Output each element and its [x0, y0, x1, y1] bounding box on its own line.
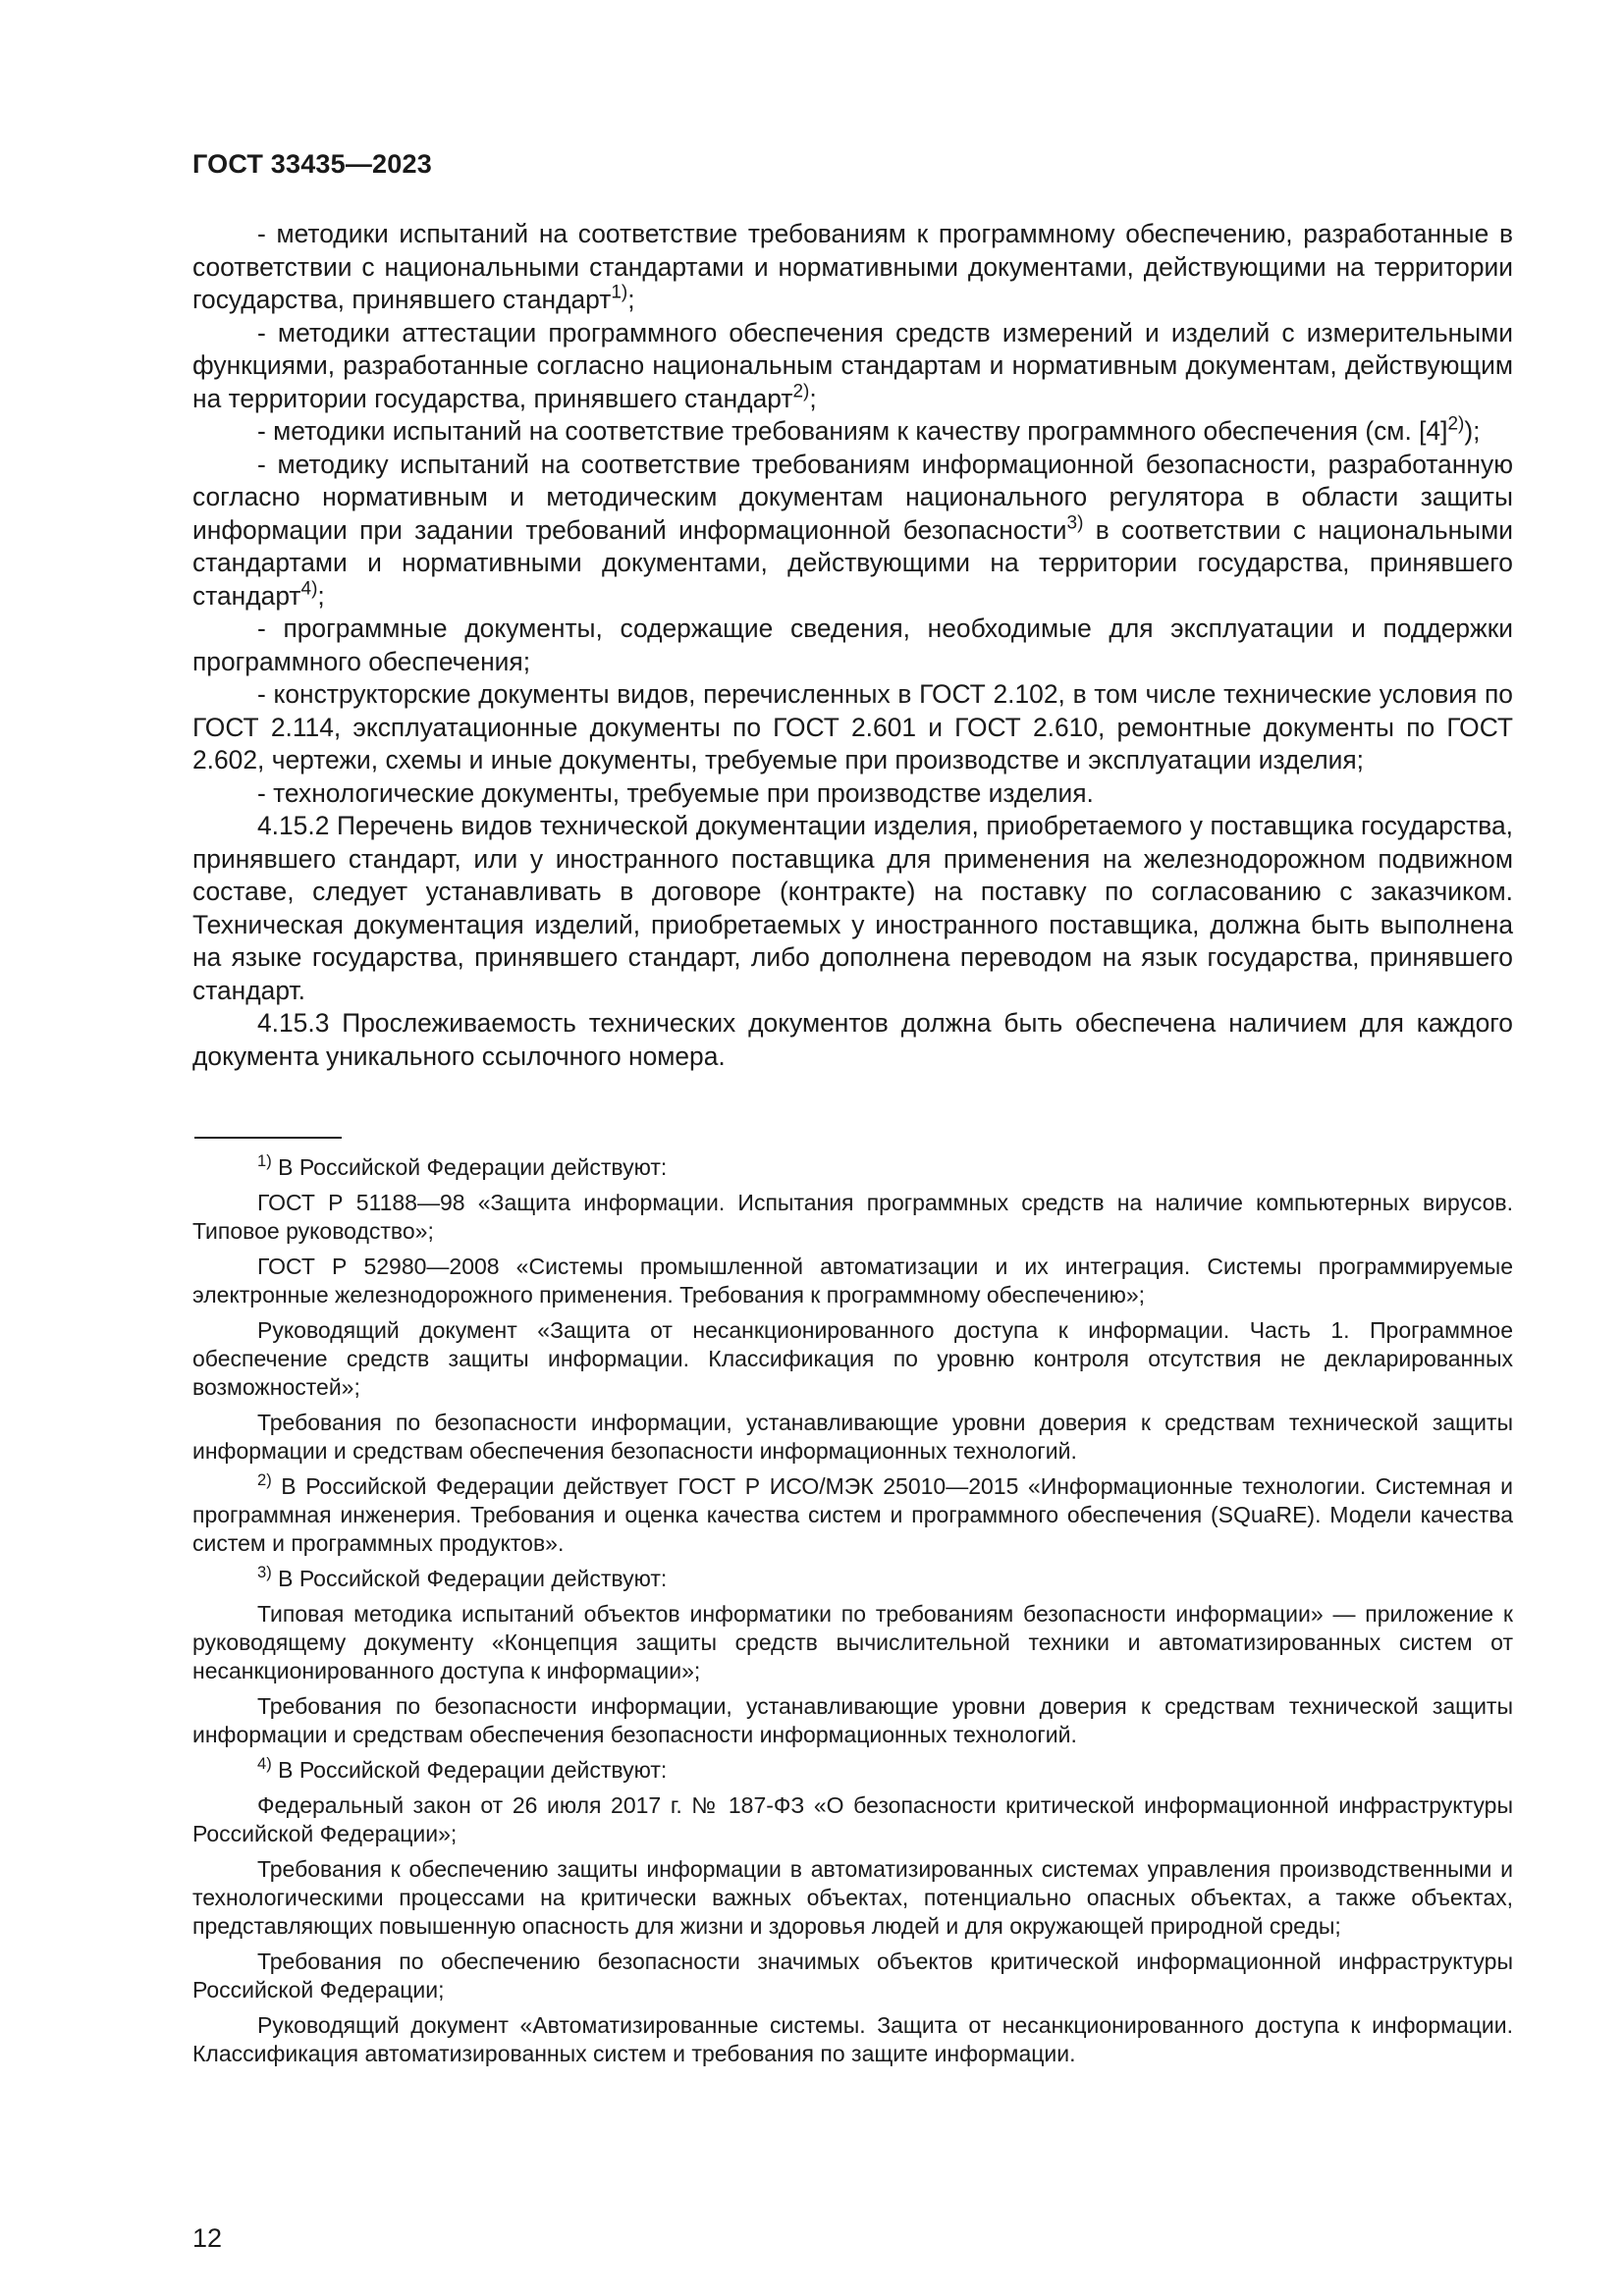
footnote-4-lead: $^{4)}$ В Российской Федерации действуют:	[257, 1753, 668, 1783]
paragraph-tail: );	[1464, 416, 1481, 446]
footnote-mark: 1)	[257, 1150, 272, 1170]
clause-4-15-2: 4.15.2 Перечень видов технической документации изделия, приобретаемого у поставщика государства, принявшего стандарт, или у иностранного поставщика для применения на железнодорожном подвижном составе, следует устанавливать в договоре (контракте) на поставку по согласованию с заказчиком. Техническая документация изделий, приобретаемых у иностранного поставщика, должна быть выполнена на языке государства, принявшего стандарт, либо дополнена переводом на язык государства, принявшего стандарт.	[192, 811, 1513, 1005]
footnote-ref: 4)	[300, 578, 318, 600]
paragraph-text: - методики испытаний на соответствие требованиям к качеству программного обеспечения (см. [4]	[257, 416, 1448, 446]
footnote-1-item: ГОСТ Р 52980—2008 «Системы промышленной автоматизации и их интеграция. Системы программируемые электронные железнодорожного применения. Требования к программному обеспечению»;	[192, 1254, 1513, 1308]
main-text	[192, 218, 1513, 1073]
footnote-mark: 2)	[257, 1469, 272, 1489]
list-item-program-documents: - программные документы, содержащие сведения, необходимые для эксплуатации и поддержки программного обеспечения;	[192, 614, 1513, 676]
footnote-ref: 1)	[611, 282, 628, 303]
footnote-mark: 3)	[257, 1562, 272, 1581]
paragraph-text: - методики испытаний на соответствие требованиям к программному обеспечению, разработанные в соответствии с национальными стандартами и нормативными документами, действующими на территории государства, принявшего стандарт	[192, 219, 1513, 314]
list-item-technological-documents: - технологические документы, требуемые при производстве изделия.	[257, 777, 1094, 808]
list-item-design-documents: - конструкторские документы видов, перечисленных в ГОСТ 2.102, в том числе технические условия по ГОСТ 2.114, эксплуатационные документы по ГОСТ 2.601 и ГОСТ 2.610, ремонтные документы по ГОСТ 2.602, чертежи, схемы и иные документы, требуемые при производстве и эксплуатации изделия;	[192, 679, 1513, 774]
footnote-4-item: Требования к обеспечению защиты информации в автоматизированных системах управления производственными и технологическими процессами на критически важных объектах, потенциально опасных объектах, а также объектах, представляющих повышенную опасность для жизни и здоровья людей и для окружающей природной среды;	[192, 1856, 1513, 1939]
footnote-3-lead: $^{3)}$ В Российской Федерации действуют:	[257, 1562, 668, 1591]
footnote-mark: 4)	[257, 1753, 272, 1773]
footnote-4-item: Требования по обеспечению безопасности значимых объектов критической информационной инфраструктуры Российской Федерации;	[192, 1949, 1513, 2002]
paragraph-text: в соответствии с национальными стандартами и нормативными документами, действующими на территории государства, принявшего стандарт	[192, 514, 1513, 611]
footnote-3-item: Типовая методика испытаний объектов информатики по требованиям безопасности информации» — приложение к руководящему документу «Концепция защиты средств вычислительной техники и автоматизированных систем от несанкционированного доступа к информации»;	[192, 1601, 1513, 1683]
clause-4-15-3: 4.15.3 Прослеживаемость технических документов должна быть обеспечена наличием для каждого документа уникального ссылочного номера.	[192, 1008, 1513, 1071]
footnote-separator	[194, 1137, 342, 1139]
footnote-ref: 2)	[792, 381, 810, 402]
footnote-1-item: Руководящий документ «Защита от несанкционированного доступа к информации. Часть 1. Программное обеспечение средств защиты информации. Классификация по уровню контроля отсутствия не декларированных возможностей»;	[192, 1317, 1513, 1400]
footnote-2: $^{2)}$ В Российской Федерации действует ГОСТ Р ИСО/МЭК 25010—2015 «Информационные технологии. Системная и программная инженерия. Требования и оценка качества систем и программного обеспечения (SQuaRE). Модели качества систем и программных продуктов».	[192, 1469, 1513, 1556]
footnote-ref: 2)	[1447, 413, 1465, 435]
footnote-4-item: Федеральный закон от 26 июля 2017 г. № 187-ФЗ «О безопасности критической информационной инфраструктуры Российской Федерации»;	[192, 1792, 1513, 1846]
footnote-ref: 3)	[1066, 512, 1084, 534]
list-item-quality-test-methods	[192, 415, 1513, 449]
paragraph-tail: ;	[317, 580, 325, 611]
paragraph-text: - методики аттестации программного обеспечения средств измерений и изделий с измерительными функциями, разработанные согласно национальным стандартам и нормативным документам, действующим на территории государства, принявшего стандарт	[192, 317, 1513, 413]
paragraph-tail: ;	[627, 285, 635, 314]
list-item-security-test-method	[192, 449, 1513, 614]
footnote-1-item: Требования по безопасности информации, устанавливающие уровни доверия к средствам технической защиты информации и средствам обеспечения безопасности информационных технологий.	[192, 1410, 1513, 1464]
list-item-test-methods	[192, 218, 1513, 317]
page-number: 12	[192, 2223, 223, 2253]
footnote-1-lead: $^{1)}$ В Российской Федерации действуют:	[257, 1150, 668, 1180]
footnotes	[192, 1144, 1513, 2068]
footnote-4-item: Руководящий документ «Автоматизированные системы. Защита от несанкционированного доступа к информации. Классификация автоматизированных систем и требования по защите информации.	[192, 2012, 1513, 2066]
footnote-3-item: Требования по безопасности информации, устанавливающие уровни доверия к средствам технической защиты информации и средствам обеспечения безопасности информационных технологий.	[192, 1693, 1513, 1747]
paragraph-text: - методику испытаний на соответствие требованиям информационной безопасности, разработанную согласно нормативным и методическим документам национального регулятора в области защиты информации при задании требований информационной безопасности	[192, 449, 1513, 545]
footnote-1-item: ГОСТ Р 51188—98 «Защита информации. Испытания программных средств на наличие компьютерных вирусов. Типовое руководство»;	[192, 1190, 1513, 1244]
document-header: ГОСТ 33435—2023	[192, 149, 432, 179]
paragraph-tail: ;	[809, 383, 817, 413]
list-item-attestation-methods	[192, 317, 1513, 416]
